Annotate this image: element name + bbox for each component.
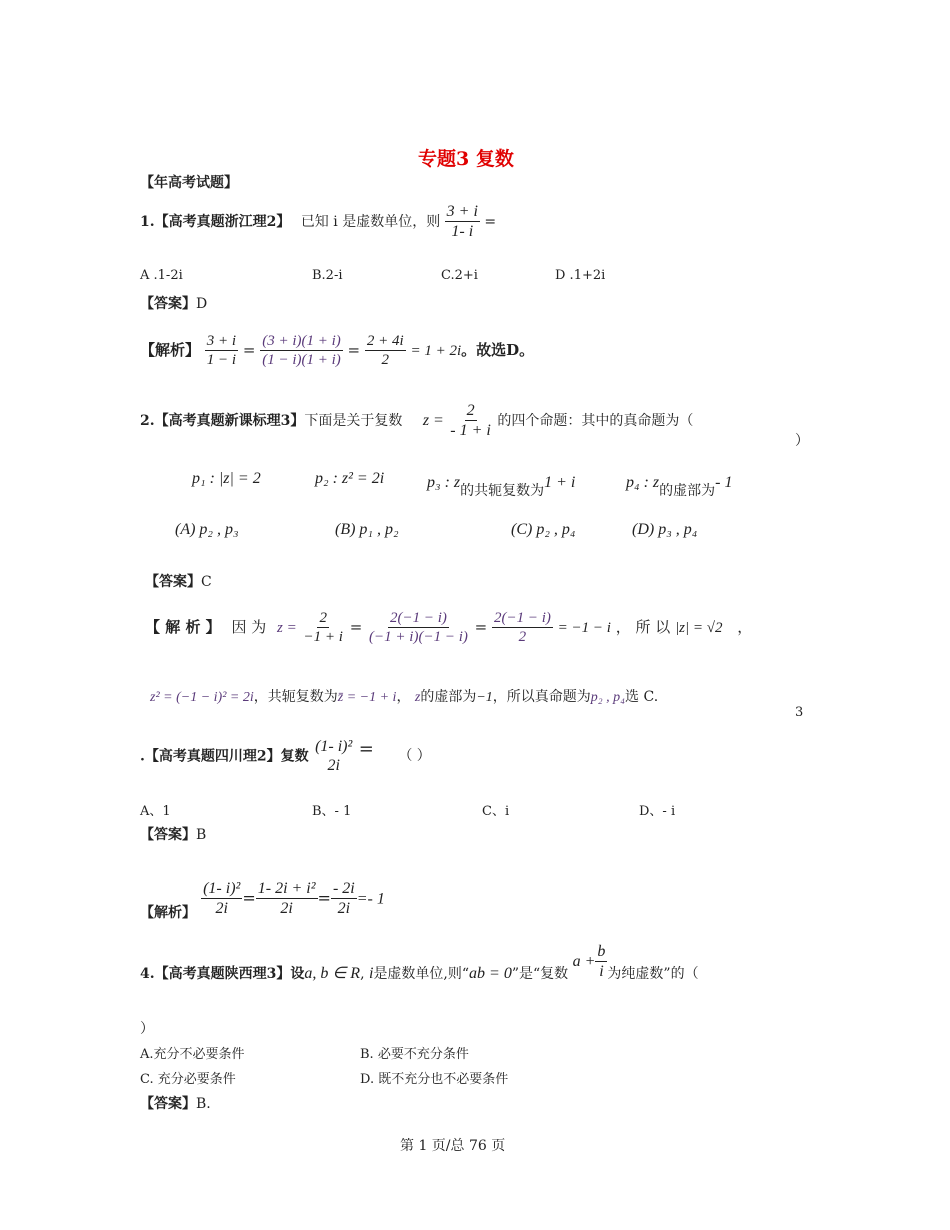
q3-s2-den: 2i: [280, 899, 293, 917]
q2-option-d: (D) p₃ , p₄: [632, 521, 698, 538]
q2-answer-value: C: [201, 574, 212, 590]
q1-conclusion: 。故选D。: [461, 340, 535, 359]
q3-step-1: [201, 880, 242, 918]
q1-s1-num: 3 + i: [206, 333, 237, 349]
q3-answer-value: B: [196, 827, 207, 843]
q2-p1: p₁ : |z| = 2: [192, 470, 261, 487]
q4-ab: ab = 0: [469, 964, 512, 982]
q2-a-step-1: [302, 610, 345, 646]
q2-option-a: (A) p₂ , p₃: [175, 521, 239, 538]
q2-a2-den: (−1 + i)(−1 − i): [369, 628, 468, 645]
q4-a-plus: a +: [572, 952, 596, 970]
q2-text-after: 的四个命题：其中的真命题为（: [497, 412, 694, 429]
q1-answer-value: D: [196, 296, 208, 312]
q3-number: 3: [795, 705, 804, 720]
q2-l2-c: z̄ = −1 + i: [337, 690, 397, 705]
q1-option-a: A .1-2i: [140, 268, 183, 283]
q3-step-2: [256, 880, 318, 918]
q2-l2-i: p₂ , p₄: [590, 690, 626, 705]
q2-a-step-4: = −1 − i: [557, 619, 611, 636]
q4-fraction: [595, 943, 607, 981]
q2-a-step-3: [492, 610, 553, 646]
q2-l2-a: z² = (−1 − i)² = 2i: [150, 690, 254, 705]
q3-s3-num: - 2i: [332, 880, 355, 897]
q2-a3-num: 2(−1 − i): [493, 610, 551, 626]
q2-l2-h: ，所以真命题为: [492, 689, 591, 705]
q4-frac-den: i: [599, 962, 604, 980]
q2-p3-c: 1 + i: [544, 474, 576, 491]
q1-answer-label: 【答案】: [140, 296, 196, 312]
q4-answer-label: 【答案】: [140, 1096, 196, 1112]
question-2: [140, 402, 693, 440]
q1-step-4: = 1 + 2i: [410, 342, 462, 359]
q1-step-3: [365, 333, 406, 369]
q4-answer-value: B.: [196, 1096, 211, 1112]
q2-a-z: z =: [277, 619, 297, 636]
page-title: 专题3 复数: [418, 148, 514, 170]
question-3: [140, 738, 431, 775]
q2-p4: [626, 472, 733, 499]
q3-s3-den: 2i: [337, 899, 351, 917]
q2-l2-j: 选 C.: [625, 689, 659, 705]
q1-s1-den: 1 − i: [206, 351, 237, 368]
q2-z-eq: z =: [422, 411, 444, 429]
q3-frac-den: 2i: [327, 756, 340, 774]
q3-s1-num: (1- i)²: [203, 880, 241, 897]
q1-answer: [140, 293, 207, 313]
q1-frac-den: 1- i: [451, 222, 474, 240]
q2-analysis-line-1: 【 解 析 】 因 为 z = $\frac{2}{-1 + i}$ = $\frac{2(-1 - i)}{(-1 + i)(-1 - i)}$ = $\frac{2(-1 - i)}{2}$ = −1 − i ， 所 以 |z| = √2 ，: [145, 610, 753, 645]
q4-i: i: [368, 964, 374, 982]
q4-option-b: B. 必要不充分条件: [360, 1047, 469, 1062]
q2-option-c: (C) p₂ , p₄: [511, 521, 576, 538]
question-4: [140, 943, 699, 993]
q3-option-b: B、- 1: [312, 804, 352, 819]
q3-fraction: [313, 738, 354, 775]
q3-analysis: 【解析】 $\frac{\text{(1- i)²}}{2i}$ = $\frac{\text{1- 2i + i²}}{2i}$ = $\frac{- 2i}{2i}$ =- 1: [140, 880, 385, 922]
q1-step-2: [260, 333, 343, 369]
q2-analysis-line-2: [150, 686, 658, 706]
q4-cond: a, b ∈ R: [304, 964, 361, 982]
q1-frac-num: 3 + i: [446, 203, 478, 220]
q4-t2: 是虚数单位,则“: [373, 965, 470, 982]
q3-analysis-label: 【解析】: [140, 905, 196, 922]
q2-because: 因 为: [231, 617, 267, 636]
q2-option-b: (B) p₁ , p₂: [335, 521, 399, 538]
q1-s3-num: 2 + 4i: [366, 333, 404, 349]
q1-eq: =: [484, 213, 497, 230]
q2-a2-num: 2(−1 − i): [390, 610, 447, 626]
q2-p4-a: p₄ : z: [626, 474, 660, 491]
q2-paren-close: ）: [795, 433, 809, 449]
q1-fraction: [445, 203, 480, 241]
q1-analysis: 【解析】 $\frac{3 + i}{1 - i}$ = $\frac{(3 + i)(1 + i)}{(1 - i)(1 + i)}$ = $\frac{2 + 4i}{2}$ = 1 + 2i。故选D。: [140, 333, 535, 368]
q3-option-d: D、- i: [639, 804, 676, 819]
q4-t3: ”是“复数: [511, 965, 569, 982]
q2-p4-c: - 1: [715, 474, 733, 491]
q2-a3-den: 2: [518, 628, 527, 645]
q2-text-before: 下面是关于复数: [304, 412, 403, 429]
q2-comma: ，: [737, 617, 753, 636]
q2-l2-d: ，: [396, 689, 411, 705]
q2-l2-g: −1: [476, 690, 493, 705]
q2-frac-num: 2: [466, 402, 475, 419]
q1-text: 已知 i 是虚数单位，则: [300, 213, 441, 230]
q4-answer: [140, 1093, 211, 1113]
q4-t1: ,: [360, 965, 365, 982]
q2-a1-den: −1 + i: [303, 628, 343, 645]
q1-step-1: [205, 333, 238, 369]
q2-a1-num: 2: [319, 610, 327, 626]
q2-label: 2.【高考真题新课标理3】: [140, 412, 305, 429]
q3-answer: [140, 824, 206, 844]
page-footer: 第 1 页/总 76 页: [400, 1138, 506, 1154]
q1-option-b: B.2-i: [312, 268, 343, 283]
q2-answer: [145, 571, 212, 591]
q1-option-c: C.2+i: [441, 268, 478, 283]
q2-p3-b: 的共轭复数为: [460, 483, 545, 499]
q3-answer-label: 【答案】: [140, 827, 196, 843]
q2-frac-den: - 1 + i: [450, 421, 491, 439]
q4-option-d: D. 既不充分也不必要条件: [360, 1072, 509, 1087]
q3-label: .【高考真题四川理2】复数: [140, 748, 309, 765]
q2-p3-a: p₃ : z: [427, 474, 461, 491]
q1-analysis-label: 【解析】: [140, 340, 201, 359]
q3-option-c: C、i: [482, 804, 510, 819]
q2-l2-b: ，共轭复数为: [253, 689, 338, 705]
q3-paren: （ ）: [398, 748, 431, 765]
q2-so: ， 所 以: [615, 617, 671, 636]
q3-option-a: A、1: [140, 804, 171, 819]
q2-analysis-label: 【 解 析 】: [145, 617, 221, 636]
q2-p2: p₂ : z² = 2i: [315, 470, 385, 487]
q2-a-step-2: [367, 610, 470, 646]
q4-close: ）: [140, 1021, 154, 1037]
q2-l2-f: 的虚部为: [420, 689, 477, 705]
q1-s3-den: 2: [381, 351, 390, 368]
q2-l2-e: z: [414, 690, 421, 705]
q4-option-c: C. 充分必要条件: [140, 1072, 236, 1087]
q3-step-4: =- 1: [356, 890, 385, 908]
q4-label: 4.【高考真题陕西理3】设: [140, 965, 305, 982]
q1-option-d: D .1+2i: [555, 268, 606, 283]
q2-fraction: [448, 402, 493, 440]
q3-step-3: [331, 880, 357, 918]
q2-p4-b: 的虚部为: [659, 483, 716, 499]
question-1: [140, 203, 496, 241]
q1-label: 1.【高考真题浙江理2】: [140, 213, 291, 230]
q2-answer-label: 【答案】: [145, 574, 201, 590]
q2-p3: [427, 472, 576, 499]
q4-option-a: A.充分不必要条件: [140, 1047, 245, 1062]
q3-frac-num: (1- i)²: [315, 738, 353, 755]
q4-t4: 为纯虚数”的（: [607, 965, 699, 982]
q4-frac-num: b: [597, 943, 606, 960]
q3-eq: =: [358, 738, 374, 760]
q1-s2-num: (3 + i)(1 + i): [262, 333, 341, 349]
q3-s1-den: 2i: [215, 899, 228, 917]
section-heading: 【年高考试题】: [140, 175, 238, 191]
q2-abs: |z| = √2: [675, 619, 723, 636]
q3-s2-num: 1- 2i + i²: [257, 880, 316, 897]
q1-s2-den: (1 − i)(1 + i): [262, 351, 341, 368]
